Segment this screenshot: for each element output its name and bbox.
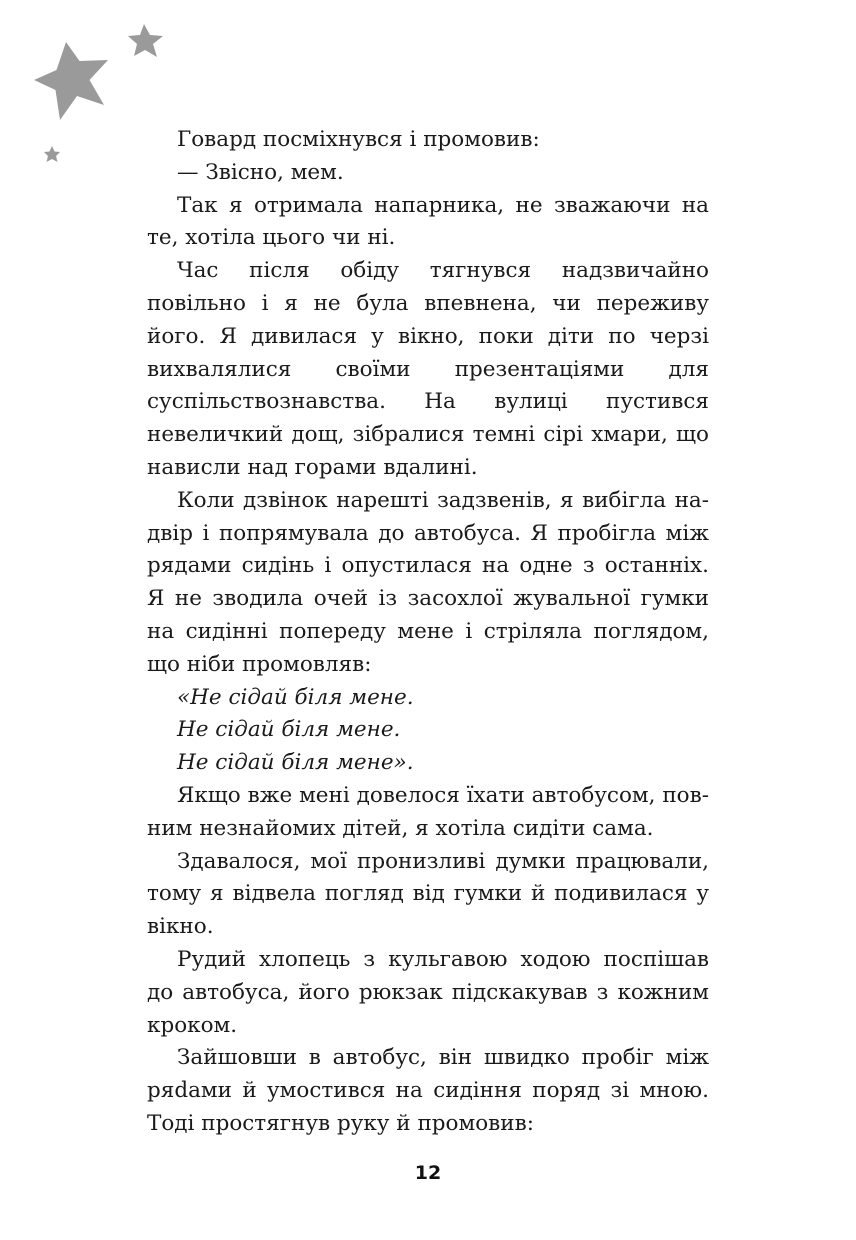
medium-star-icon (128, 24, 163, 57)
paragraph: Зайшовши в автобус, він швидко пробіг між ряdами й умостився на сидіння поряд зі мною. Тоді простягнув руку й промовив: (147, 1045, 709, 1136)
body-text (147, 124, 709, 1141)
paragraph: Так я отримала напарника, не зважаючи на те, хотіла цього чи ні. (147, 192, 709, 251)
paragraph: Якщо вже мені довелося їхати автобусом, повним незнайомих дітей, я хотіла сидіти сама. (147, 782, 709, 841)
paragraph: Час після обіду тягнувся надзвичайно повільно і я не була впевнена, чи переживу його. Я дивилася у вікно, поки діти по черзі вихвалялися своїми презентаціями для суспільствознавства. На вулиці пустився невеличкий дощ, зібралися темні сірі хмари, що нависли над горами вдалині. (147, 258, 709, 480)
paragraph: — Звісно, мем. (177, 159, 344, 185)
paragraph: Здавалося, мої пронизливі думки працювали, тому я відвела погляд від гумки й подивилася у вікно. (147, 848, 709, 940)
small-star-icon (44, 146, 60, 162)
paragraph: Рудий хлопець з кульгавою ходою поспішав до автобуса, його рюкзак підскакував з кожним кроком. (147, 946, 709, 1038)
page-number: 12 (414, 1162, 442, 1184)
italic-paragraph: «Не сідай біля мене. (177, 684, 414, 710)
paragraph: Коли дзвінок нарешті задзвенів, я вибігла надвір і попрямувала до автобуса. Я пробігла між рядами сидінь і опустилася на одне з останніх. Я не зводила очей із засохлої жувальної гумки на сидінні попереду мене і стріляла поглядом, що ніби промовляв: (147, 487, 709, 677)
large-star-icon (34, 42, 108, 120)
paragraph: Говард посміхнувся і промовив: (177, 127, 540, 152)
italic-paragraph: Не сідай біля мене. (177, 717, 401, 743)
italic-paragraph: Не сідай біля мене». (177, 750, 414, 776)
